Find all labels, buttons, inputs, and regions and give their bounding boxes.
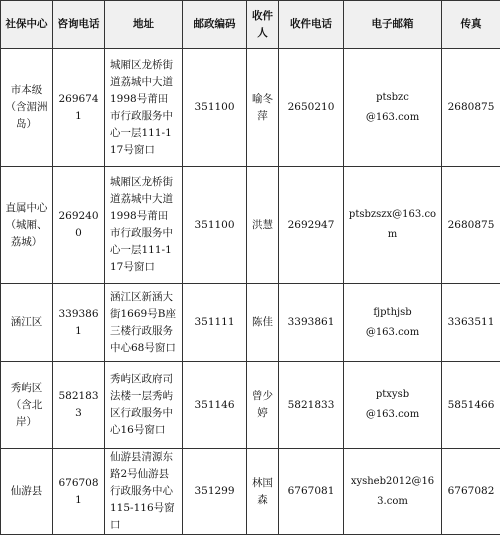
table-row bbox=[1, 362, 500, 449]
email-cell bbox=[344, 167, 442, 284]
center-cell: 仙游县 bbox=[1, 449, 53, 535]
center-cell: 涵江区 bbox=[1, 284, 53, 362]
header-consult-phone: 咨询电话 bbox=[53, 1, 105, 49]
email-cell bbox=[344, 449, 442, 535]
header-fax: 传真 bbox=[442, 1, 500, 49]
address-cell: 城厢区龙桥街道荔城中大道1998号莆田市行政服务中心一层111-117号窗口 bbox=[105, 167, 183, 284]
table-row bbox=[1, 449, 500, 535]
recipient-cell: 林国森 bbox=[247, 449, 279, 535]
address-cell: 涵江区新涵大街1669号B座三楼行政服务中心68号窗口 bbox=[105, 284, 183, 362]
postcode-cell: 351100 bbox=[183, 49, 247, 167]
center-cell: 秀屿区（含北岸） bbox=[1, 362, 53, 449]
recipient-cell: 洪慧 bbox=[247, 167, 279, 284]
email-user: ptsbzszx@163.com bbox=[348, 205, 437, 245]
center-cell: 市本级（含湄洲岛） bbox=[1, 49, 53, 167]
consult-phone-cell: 2696741 bbox=[53, 49, 105, 167]
recipient-cell: 陈佳 bbox=[247, 284, 279, 362]
header-recipient: 收件人 bbox=[247, 1, 279, 49]
recipient-phone-cell: 2692947 bbox=[279, 167, 344, 284]
header-address: 地址 bbox=[105, 1, 183, 49]
fax-cell: 3363511 bbox=[442, 284, 500, 362]
recipient-phone-cell: 6767081 bbox=[279, 449, 344, 535]
postcode-cell: 351299 bbox=[183, 449, 247, 535]
header-recipient-phone: 收件电话 bbox=[279, 1, 344, 49]
address-cell: 秀屿区政府司法楼一层秀屿区行政服务中心16号窗口 bbox=[105, 362, 183, 449]
email-cell bbox=[344, 49, 442, 167]
fax-cell: 5851466 bbox=[442, 362, 500, 449]
consult-phone-cell: 6767081 bbox=[53, 449, 105, 535]
center-cell: 直属中心（城厢、荔城） bbox=[1, 167, 53, 284]
email-domain: @163.com bbox=[348, 405, 437, 425]
email-user: ptsbzc bbox=[348, 88, 437, 108]
consult-phone-cell: 3393861 bbox=[53, 284, 105, 362]
postcode-cell: 351100 bbox=[183, 167, 247, 284]
fax-cell: 6767082 bbox=[442, 449, 500, 535]
table-row bbox=[1, 49, 500, 167]
consult-phone-cell: 2692400 bbox=[53, 167, 105, 284]
email-domain: @163.com bbox=[348, 108, 437, 128]
postcode-cell: 351111 bbox=[183, 284, 247, 362]
header-center: 社保中心 bbox=[1, 1, 53, 49]
table-row bbox=[1, 284, 500, 362]
fax-cell: 2680875 bbox=[442, 167, 500, 284]
recipient-phone-cell: 3393861 bbox=[279, 284, 344, 362]
email-cell bbox=[344, 284, 442, 362]
header-email: 电子邮箱 bbox=[344, 1, 442, 49]
address-cell: 城厢区龙桥街道荔城中大道1998号莆田市行政服务中心一层111-117号窗口 bbox=[105, 49, 183, 167]
header-row bbox=[1, 1, 500, 49]
address-cell: 仙游县清源东路2号仙游县行政服务中心115-116号窗口 bbox=[105, 449, 183, 535]
email-user: ptxysb bbox=[348, 385, 437, 405]
postcode-cell: 351146 bbox=[183, 362, 247, 449]
recipient-cell: 喻冬萍 bbox=[247, 49, 279, 167]
email-domain: @163.com bbox=[348, 323, 437, 343]
table-row bbox=[1, 167, 500, 284]
email-user: fjpthjsb bbox=[348, 303, 437, 323]
consult-phone-cell: 5821833 bbox=[53, 362, 105, 449]
recipient-cell: 曾少婷 bbox=[247, 362, 279, 449]
recipient-phone-cell: 5821833 bbox=[279, 362, 344, 449]
header-postcode: 邮政编码 bbox=[183, 1, 247, 49]
email-user: xysheb2012@163.com bbox=[348, 472, 437, 512]
fax-cell: 2680875 bbox=[442, 49, 500, 167]
recipient-phone-cell: 2650210 bbox=[279, 49, 344, 167]
email-cell bbox=[344, 362, 442, 449]
